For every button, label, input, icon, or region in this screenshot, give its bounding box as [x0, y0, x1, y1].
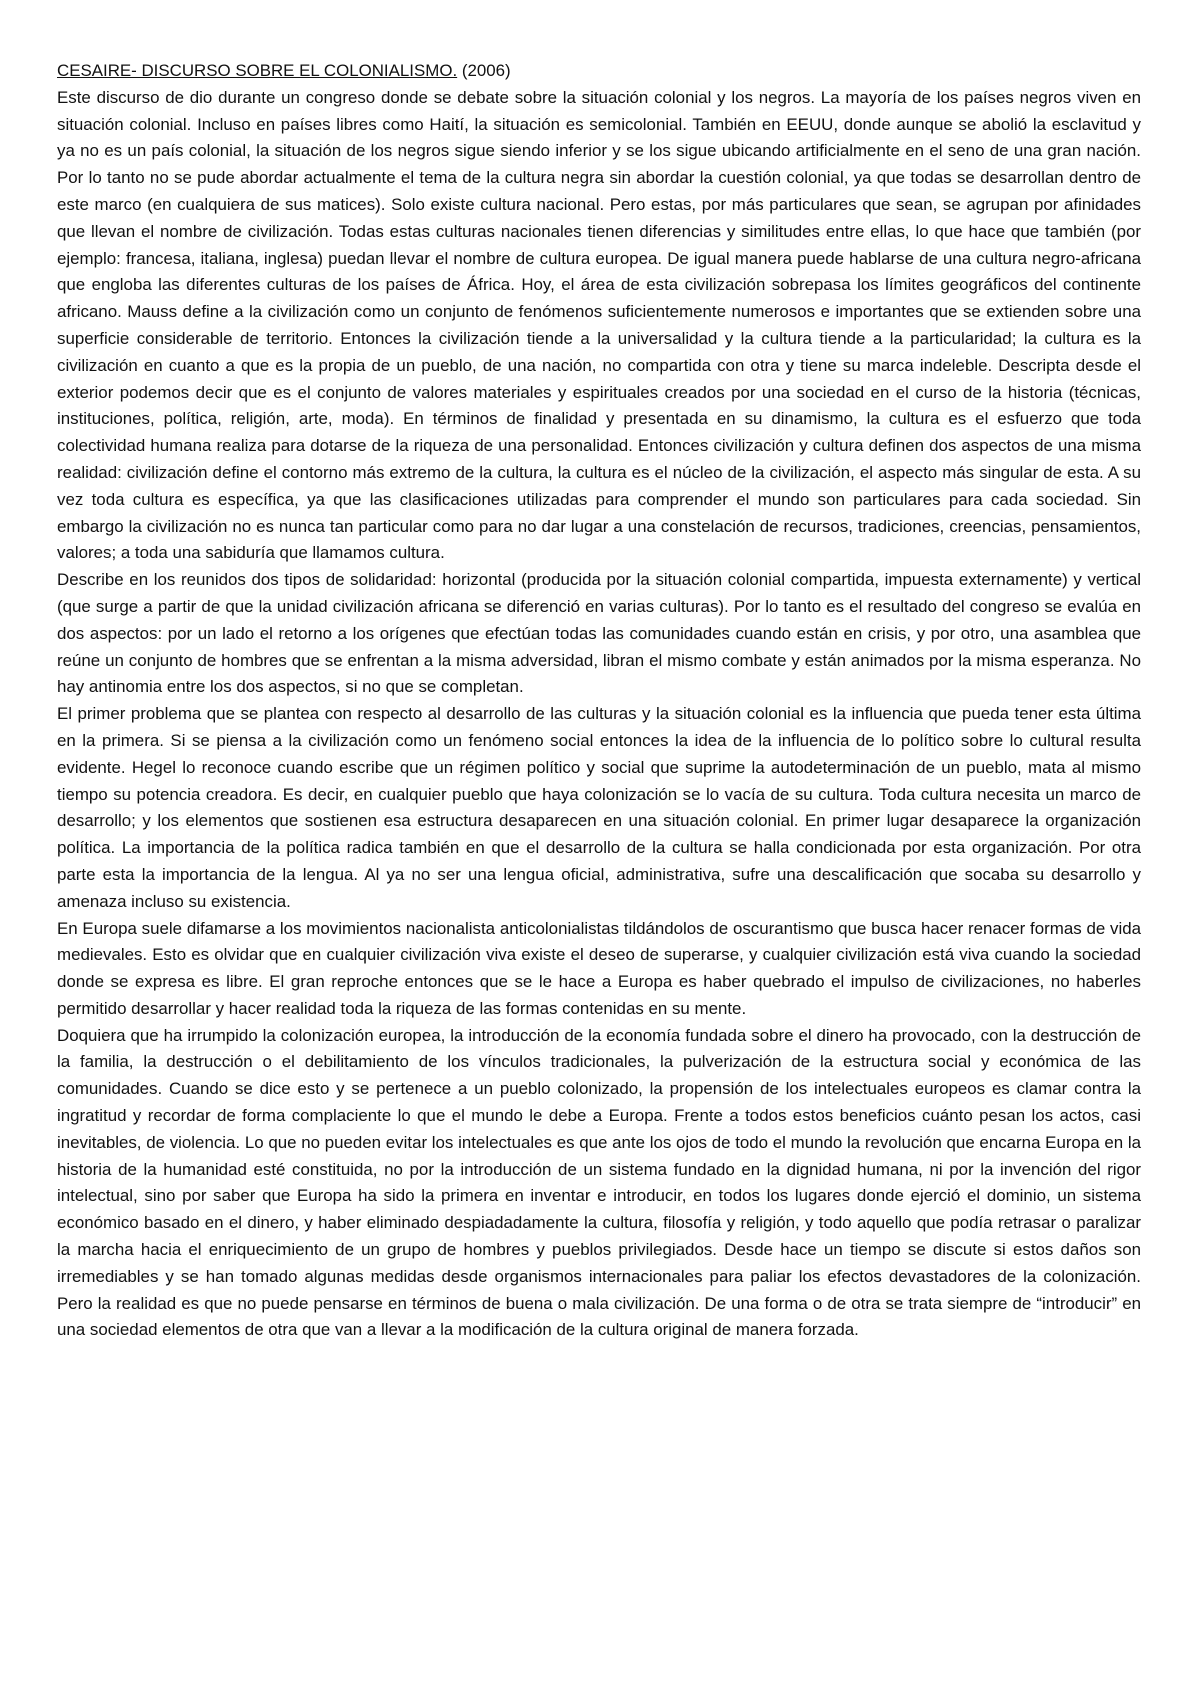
- paragraph-3: El primer problema que se plantea con respecto al desarrollo de las culturas y la situación colonial es la influencia que pueda tener esta última en la primera. Si se piensa a la civilización como un fenómeno social entonces la idea de la influencia de lo político sobre lo cultural resulta evidente. Hegel lo reconoce cuando escribe que un régimen político y social que suprime la autodeterminación de un pueblo, mata al mismo tiempo su potencia creadora. Es decir, en cualquier pueblo que haya colonización se lo vacía de su cultura. Toda cultura necesita un marco de desarrollo; y los elementos que sostienen esa estructura desaparecen en una situación colonial. En primer lugar desaparece la organización política. La importancia de la política radica también en que el desarrollo de la cultura se halla condicionada por esta organización. Por otra parte esta la importancia de la lengua. Al ya no ser una lengua oficial, administrativa, sufre una descalificación que socaba su desarrollo y amenaza incluso su existencia.: [57, 704, 1141, 911]
- document-title: CESAIRE- DISCURSO SOBRE EL COLONIALISMO.: [57, 61, 458, 80]
- document-year: (2006): [461, 61, 511, 80]
- document-page: [57, 58, 1141, 1344]
- paragraph-1: Este discurso de dio durante un congreso donde se debate sobre la situación colonial y los negros. La mayoría de los países negros viven en situación colonial. Incluso en países libres como Haití, la situación es semicolonial. También en EEUU, donde aunque se abolió la esclavitud y ya no es un país colonial, la situación de los negros sigue siendo inferior y se los sigue ubicando artificialmente en el seno de una gran nación. Por lo tanto no se pude abordar actualmente el tema de la cultura negra sin abordar la cuestión colonial, ya que todas se desarrollan dentro de este marco (en cualquiera de sus matices). Solo existe cultura nacional. Pero estas, por más particulares que sean, se agrupan por afinidades que llevan el nombre de civilización. Todas estas culturas nacionales tienen diferencias y similitudes entre ellas, lo que hace que también (por ejemplo: francesa, italiana, inglesa) puedan llevar el nombre de cultura europea. De igual manera puede hablarse de una cultura negro-africana que engloba las diferentes culturas de los países de África. Hoy, el área de esta civilización sobrepasa los límites geográficos del continente africano. Mauss define a la civilización como un conjunto de fenómenos suficientemente numerosos e importantes que se extienden sobre una superficie considerable de territorio. Entonces la civilización tiende a la universalidad y la cultura tiende a la particularidad; la cultura es la civilización en cuanto a que es la propia de un pueblo, de una nación, no compartida con otra y tiene su marca indeleble. Descripta desde el exterior podemos decir que es el conjunto de valores materiales y espirituales creados por una sociedad en el curso de la historia (técnicas, instituciones, política, religión, arte, moda). En términos de finalidad y presentada en su dinamismo, la cultura es el esfuerzo que toda colectividad humana realiza para dotarse de la riqueza de una personalidad. Entonces civilización y cultura definen dos aspectos de una misma realidad: civilización define el contorno más extremo de la cultura, la cultura es el núcleo de la civilización, el aspecto más singular de esta. A su vez toda cultura es específica, ya que las clasificaciones utilizadas para comprender el mundo son particulares para cada sociedad. Sin embargo la civilización no es nunca tan particular como para no dar lugar a una constelación de recursos, tradiciones, creencias, pensamientos, valores; a toda una sabiduría que llamamos cultura.: [57, 87, 1141, 563]
- paragraph-2: Describe en los reunidos dos tipos de solidaridad: horizontal (producida por la situación colonial compartida, impuesta externamente) y vertical (que surge a partir de que la unidad civilización africana se diferenció en varias culturas). Por lo tanto es el resultado del congreso se evalúa en dos aspectos: por un lado el retorno a los orígenes que efectúan todas las comunidades cuando están en crisis, y por otro, una asamblea que reúne un conjunto de hombres que se enfrentan a la misma adversidad, libran el mismo combate y están animados por la misma esperanza. No hay antinomia entre los dos aspectos, si no que se completan.: [57, 570, 1141, 697]
- paragraph-4: En Europa suele difamarse a los movimientos nacionalista anticolonialistas tildándolos de oscurantismo que busca hacer renacer formas de vida medievales. Esto es olvidar que en cualquier civilización viva existe el deseo de superarse, y cualquier civilización está viva cuando la sociedad donde se expresa es libre. El gran reproche entonces que se le hace a Europa es haber quebrado el impulso de civilizaciones, no haberles permitido desarrollar y hacer realidad toda la riqueza de las formas contenidas en su mente.: [57, 918, 1141, 1018]
- paragraph-5: Doquiera que ha irrumpido la colonización europea, la introducción de la economía fundada sobre el dinero ha provocado, con la destrucción de la familia, la destrucción o el debilitamiento de los vínculos tradicionales, la pulverización de la estructura social y económica de las comunidades. Cuando se dice esto y se pertenece a un pueblo colonizado, la propensión de los intelectuales europeos es clamar contra la ingratitud y recordar de forma complaciente lo que el mundo le debe a Europa. Frente a todos estos beneficios cuánto pesan los actos, casi inevitables, de violencia. Lo que no pueden evitar los intelectuales es que ante los ojos de todo el mundo la revolución que encarna Europa en la historia de la humanidad esté constituida, no por la introducción de un sistema fundado en la dignidad humana, ni por la invención del rigor intelectual, sino por saber que Europa ha sido la primera en inventar e introducir, en todos los lugares donde ejerció el dominio, un sistema económico basado en el dinero, y haber eliminado despiadadamente la cultura, filosofía y religión, y todo aquello que podía retrasar o paralizar la marcha hacia el enriquecimiento de un grupo de hombres y pueblos privilegiados. Desde hace un tiempo se discute si estos daños son irremediables y se han tomado algunas medidas desde organismos internacionales para paliar los efectos devastadores de la colonización. Pero la realidad es que no puede pensarse en términos de buena o mala civilización. De una forma o de otra se trata siempre de “introducir” en una sociedad elementos de otra que van a llevar a la modificación de la cultura original de manera forzada.: [57, 1025, 1141, 1340]
- title-line: [57, 58, 1141, 85]
